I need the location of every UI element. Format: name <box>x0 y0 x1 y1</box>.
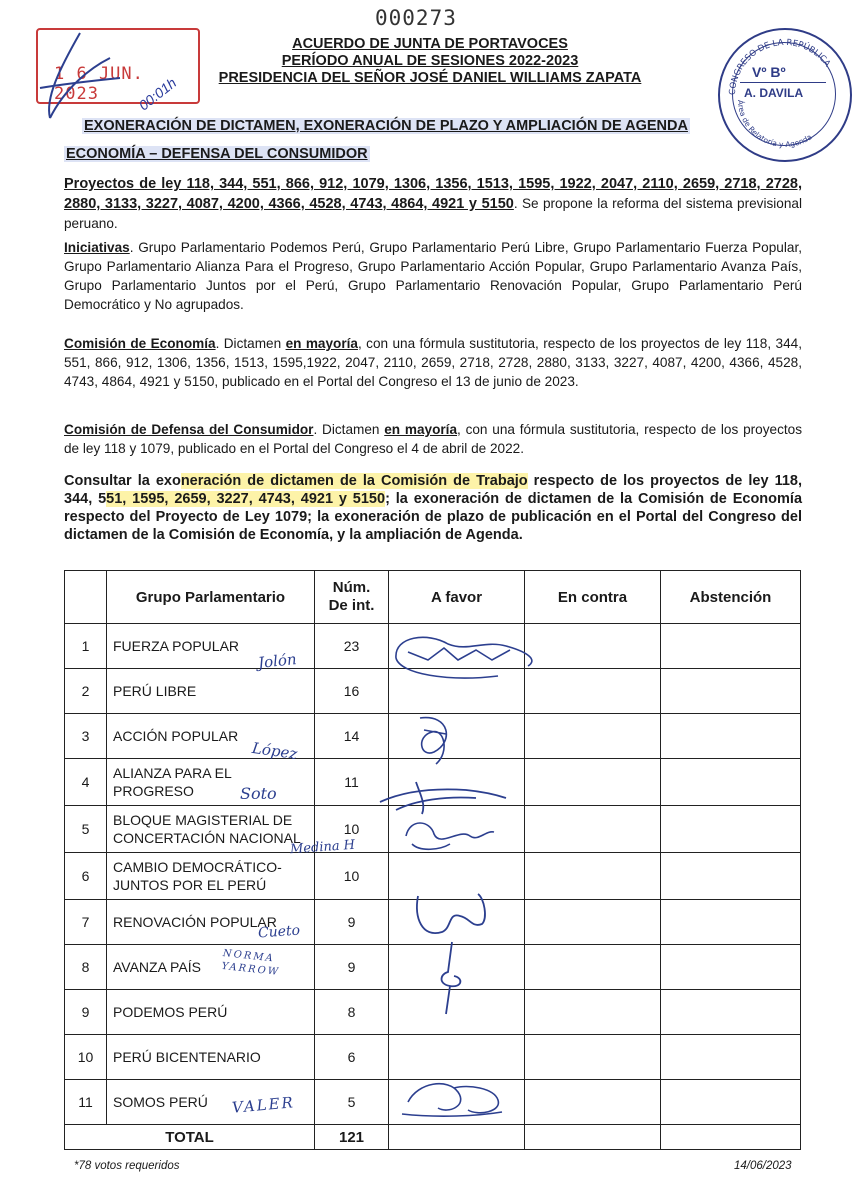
row-number: 9 <box>65 990 107 1035</box>
row-number: 1 <box>65 624 107 669</box>
against-cell <box>525 1080 661 1125</box>
group-name: CAMBIO DEMOCRÁTICO-JUNTOS POR EL PERÚ <box>107 853 315 900</box>
member-count: 14 <box>315 714 389 759</box>
handwritten-note-somos: VALER <box>231 1093 296 1117</box>
against-cell <box>525 990 661 1035</box>
initiatives-paragraph <box>64 238 802 314</box>
seal-bottom-text: Área de Relatoría y Agenda <box>735 99 814 150</box>
handwritten-note-accion-popular: López <box>250 738 299 764</box>
economy-label: Comisión de Economía <box>64 336 216 351</box>
table-header-row <box>65 571 801 624</box>
member-count: 23 <box>315 624 389 669</box>
consult-mid: respecto de los proyectos de ley 118, 344, 5 <box>64 473 802 507</box>
abstention-cell <box>661 806 801 853</box>
row-number: 6 <box>65 853 107 900</box>
member-count: 5 <box>315 1080 389 1125</box>
seal-name: A. DAVILA <box>744 86 804 100</box>
document-number: 000273 <box>375 6 457 30</box>
abstention-cell <box>661 945 801 990</box>
abstention-cell <box>661 1080 801 1125</box>
group-name: PERÚ BICENTENARIO <box>107 1035 315 1080</box>
signature-somos <box>398 1072 508 1122</box>
projects-label: Proyectos de ley 118, 344, 551, 866, 912, 1079, 1306, 1356, 1513, 1595, 1922, 2047, 2110, 2659, 2718, 2728, 2880, 3133, 3227, 4087, 4200, 4366, 4528, 4743, 4864, 4921 y 5150 <box>64 176 802 212</box>
handwritten-note-bloque: Medina H <box>289 837 356 858</box>
handwritten-note-avanza: NORMA YARROW <box>221 948 281 979</box>
against-cell <box>525 945 661 990</box>
col-abstention: Abstención <box>661 571 801 624</box>
member-count: 10 <box>315 806 389 853</box>
initiatives-text: . Grupo Parlamentario Podemos Perú, Grupo Parlamentario Perú Libre, Grupo Parlamentario Fuerza Popular, Grupo Parlamentario Alianza Para el Progreso, Grupo Parlamentario Acción Popular, Grupo Parlamentario Avanza País, Grupo Parlamentario Juntos por el Perú, Grupo Parlamentario Renovación Popular, Grupo Parlamentario Perú Democrático y No agrupados. <box>64 240 802 312</box>
col-group: Grupo Parlamentario <box>107 571 315 624</box>
col-index <box>65 571 107 624</box>
reception-date: 1 6 JUN. 2023 <box>54 64 144 104</box>
abstention-cell <box>661 669 801 714</box>
consumer-paragraph <box>64 420 802 458</box>
group-name: FUERZA POPULAR <box>107 624 315 669</box>
abstention-cell <box>661 853 801 900</box>
member-count: 9 <box>315 900 389 945</box>
economy-paragraph <box>64 334 802 391</box>
member-count: 10 <box>315 853 389 900</box>
row-number: 2 <box>65 669 107 714</box>
header-line-1: ACUERDO DE JUNTA DE PORTAVOCES <box>292 36 568 52</box>
against-cell <box>525 900 661 945</box>
col-members: Núm. De int. <box>315 571 389 624</box>
consumer-text-b: , con una fórmula sustitutoria, respecto de los proyectos de ley 118 y 1079, publicado en el Portal del Congreso el 4 de abril de 2022. <box>64 422 803 456</box>
congress-seal <box>718 28 852 162</box>
abstention-cell <box>661 1035 801 1080</box>
seal-top-text: CONGRESO DE LA REPÚBLICA <box>727 37 833 96</box>
total-value: 121 <box>315 1125 389 1150</box>
consumer-text-a: . Dictamen <box>313 422 385 437</box>
abstention-cell <box>661 759 801 806</box>
projects-text: . Se propone la reforma del sistema previsional peruano. <box>64 196 802 231</box>
group-name: SOMOS PERÚ <box>107 1080 315 1125</box>
consult-paragraph <box>64 472 802 544</box>
member-count: 8 <box>315 990 389 1035</box>
member-count: 16 <box>315 669 389 714</box>
group-name: PODEMOS PERÚ <box>107 990 315 1035</box>
initiatives-label: Iniciativas <box>64 240 130 255</box>
abstention-cell <box>661 714 801 759</box>
consult-highlight-2: 51, 1595, 2659, 3227, 4743, 4921 y 5150 <box>106 491 386 507</box>
signature-avanza <box>430 938 470 1018</box>
consult-highlight: neración de dictamen de la Comisión de Trabajo <box>180 473 528 489</box>
reception-time: 00:01h <box>135 74 180 114</box>
row-number: 11 <box>65 1080 107 1125</box>
handwritten-note-renovacion: Cueto <box>257 922 301 942</box>
economy-majority: en mayoría <box>285 336 358 351</box>
group-name: RENOVACIÓN POPULAR <box>107 900 315 945</box>
member-count: 11 <box>315 759 389 806</box>
signature-bloque <box>400 808 500 858</box>
against-cell <box>525 759 661 806</box>
row-number: 10 <box>65 1035 107 1080</box>
total-row <box>65 1125 801 1150</box>
col-against: En contra <box>525 571 661 624</box>
row-number: 8 <box>65 945 107 990</box>
header-line-2: PERÍODO ANUAL DE SESIONES 2022-2023 <box>281 53 579 69</box>
document-date: 14/06/2023 <box>734 1160 792 1172</box>
handwritten-note-fuerza-popular: Jolón <box>257 650 298 672</box>
economy-text-a: . Dictamen <box>215 336 286 351</box>
group-name: BLOQUE MAGISTERIAL DE CONCERTACIÓN NACIONAL <box>107 806 315 853</box>
member-count: 6 <box>315 1035 389 1080</box>
handwritten-note-alianza: Soto <box>240 784 277 803</box>
signature-accion-popular <box>410 712 460 768</box>
required-votes-note: *78 votos requeridos <box>74 1160 180 1172</box>
group-name: PERÚ LIBRE <box>107 669 315 714</box>
row-number: 3 <box>65 714 107 759</box>
consumer-majority: en mayoría <box>384 422 458 437</box>
group-name: ACCIÓN POPULAR <box>107 714 315 759</box>
handwritten-initial-mark <box>20 28 130 123</box>
header-line-3: PRESIDENCIA DEL SEÑOR JOSÉ DANIEL WILLIAMS ZAPATA <box>218 70 642 86</box>
total-label: TOTAL <box>65 1125 315 1150</box>
abstention-cell <box>661 900 801 945</box>
consult-pre: Consultar la exo <box>64 473 181 489</box>
member-count: 9 <box>315 945 389 990</box>
document-header <box>170 36 690 87</box>
against-cell <box>525 1035 661 1080</box>
group-name: ALIANZA PARA EL PROGRESO <box>107 759 315 806</box>
section-title: EXONERACIÓN DE DICTAMEN, EXONERACIÓN DE PLAZO Y AMPLIACIÓN DE AGENDA <box>84 118 688 134</box>
row-number: 4 <box>65 759 107 806</box>
against-cell <box>525 806 661 853</box>
consult-post: ; la exoneración de dictamen de la Comisión de Economía respecto del Proyecto de Ley 1079; la exoneración de plazo de publicación en el Portal del Congreso del dictamen de la Comisión de Economía, y la ampliación de Agenda. <box>64 491 803 543</box>
col-favor: A favor <box>389 571 525 624</box>
consumer-label: Comisión de Defensa del Consumidor <box>64 422 314 437</box>
row-number: 7 <box>65 900 107 945</box>
against-cell <box>525 853 661 900</box>
committee-title: ECONOMÍA – DEFENSA DEL CONSUMIDOR <box>66 146 368 162</box>
signature-fuerza-popular <box>388 622 548 686</box>
row-number: 5 <box>65 806 107 853</box>
projects-paragraph <box>64 174 802 233</box>
economy-text-b: , con una fórmula sustitutoria, respecto de los proyectos de ley 118, 344, 551, 866, 912, 1306, 1356, 1513, 1595,1922, 2047, 2110, 2659, 2718, 2728, 2880, 3133, 3227, 4087, 4200, 4366, 4528, 4743, 4864, 4921 y 5150, publicado en el Portal del Congreso el 13 de junio de 2023. <box>64 336 802 389</box>
abstention-cell <box>661 624 801 669</box>
against-cell <box>525 714 661 759</box>
abstention-cell <box>661 990 801 1035</box>
group-name: AVANZA PAÍS <box>107 945 315 990</box>
seal-approval: Vº Bº <box>752 64 786 80</box>
